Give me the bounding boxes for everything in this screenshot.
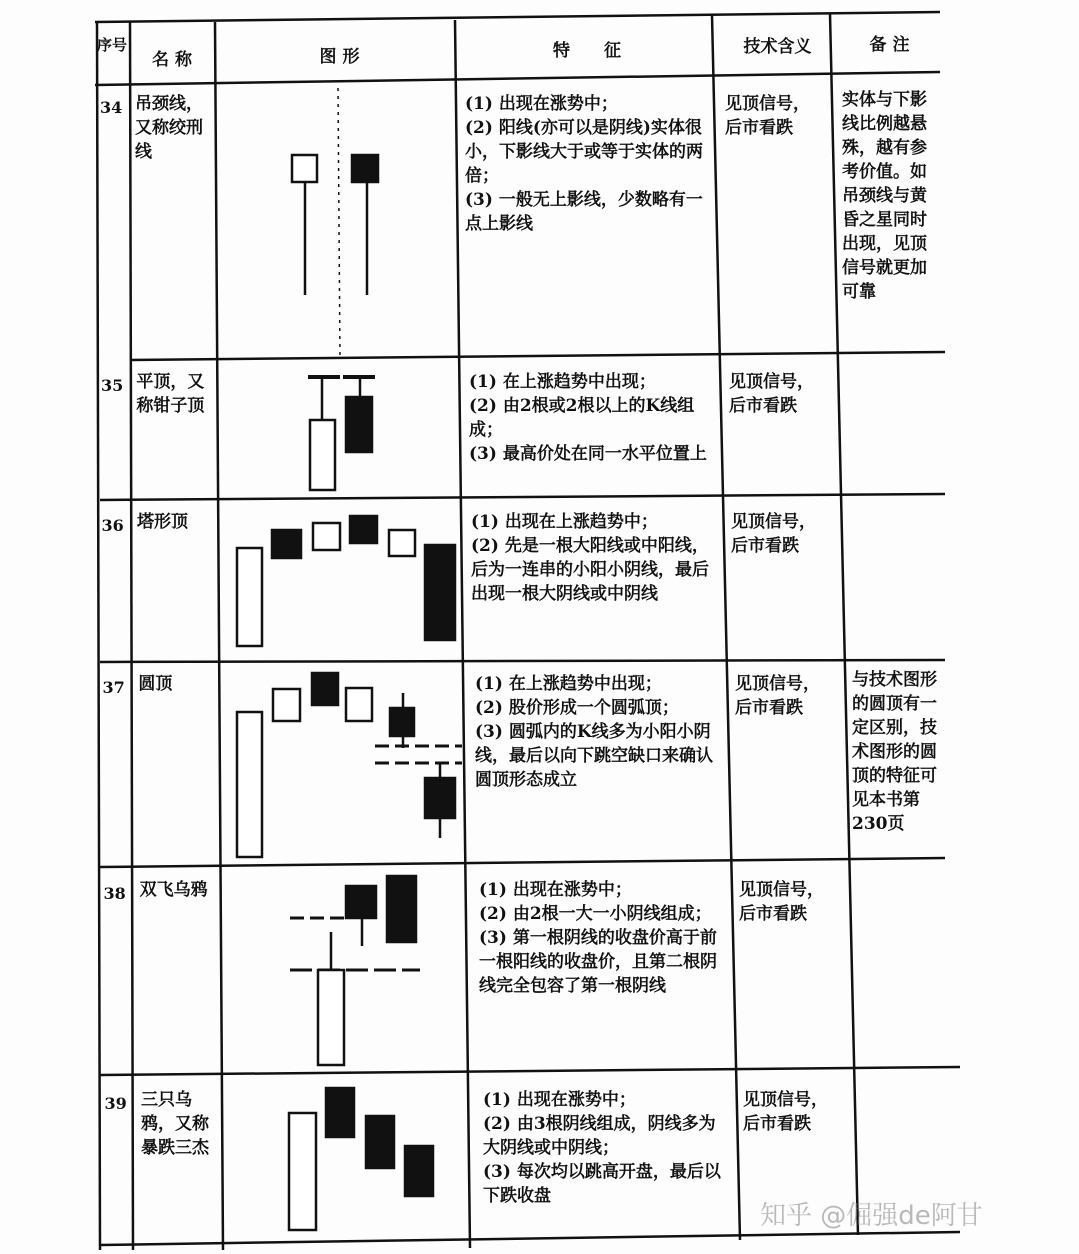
row-name: 圆顶 (138, 674, 173, 694)
feature-item: (1) 出现在涨势中； (483, 1090, 636, 1110)
feature-item: (1) 出现在涨势中； (479, 880, 632, 900)
feature-item: (2) 由3根阴线组成，阴线多为大阴线或中阴线； (483, 1114, 716, 1158)
feature-item: (3) 一般无上影线，少数略有一点上影线 (465, 190, 703, 234)
black-candle (366, 1116, 394, 1168)
black-candle (312, 673, 338, 705)
row-meaning: 见顶信号，后市看跌 (743, 1090, 828, 1134)
row-index: 37 (102, 678, 125, 697)
row-index: 39 (104, 1094, 127, 1113)
divider-dotted-line (338, 88, 340, 360)
header-name: 名 称 (152, 50, 192, 70)
header-index: 序号 (97, 36, 128, 54)
row-features (479, 878, 719, 998)
feature-item: (1) 出现在涨势中； (465, 94, 618, 114)
feature-item: (2) 由2根一大一小阴线组成； (479, 904, 712, 924)
feature-item: (2) 股价形成一个圆弧顶； (475, 698, 679, 718)
black-candle (272, 530, 301, 558)
row-name: 塔形顶 (137, 512, 188, 532)
white-candle (237, 712, 262, 857)
black-candle (346, 886, 376, 918)
header-remarks: 备 注 (869, 35, 910, 55)
feature-item: (1) 出现在上涨趋势中； (471, 512, 658, 532)
feature-item: (3) 每次均以跳高开盘，最后以下跌收盘 (483, 1162, 721, 1206)
row-meaning: 见顶信号，后市看跌 (735, 674, 820, 718)
black-candle (425, 545, 455, 640)
row-index: 35 (101, 376, 124, 395)
black-candle (326, 1088, 354, 1137)
watermark: 知乎 @倔强de阿甘 (760, 1201, 983, 1231)
row-remarks: 实体与下影线比例越悬殊，越有参考价值。如吊颈线与黄昏之星同时出现，见顶信号就更加可靠 (842, 90, 927, 302)
row-index: 36 (101, 516, 124, 535)
row-name: 平顶，又称钳子顶 (136, 372, 205, 416)
feature-item: (2) 由2根或2根以上的K线组成； (469, 396, 695, 440)
row-meaning: 见顶信号，后市看跌 (731, 512, 816, 556)
black-candle (390, 708, 414, 736)
black-candle (346, 397, 372, 452)
white-candle (346, 688, 372, 721)
row-features (483, 1088, 723, 1208)
white-candle (310, 420, 335, 490)
feature-item: (3) 圆弧内的K线多为小阳小阴线，最后以向下跳空缺口来确认圆顶形态成立 (475, 722, 713, 790)
hanging-man-black-candle (352, 155, 378, 182)
row-name: 吊颈线，又称绞刑线 (135, 94, 203, 162)
white-candle (237, 548, 262, 646)
white-candle (318, 970, 344, 1065)
candlestick-figures (237, 88, 462, 1230)
black-candle (387, 876, 416, 942)
feature-item: (3) 第一根阴线的收盘价高于前一根阳线的收盘价，且第二根阴线完全包容了第一根阴线 (479, 928, 717, 996)
black-candle (405, 1146, 433, 1196)
header-figure: 图 形 (319, 47, 360, 67)
white-candle (313, 523, 340, 550)
white-candle (273, 689, 300, 721)
feature-item: (1) 在上涨趋势中出现； (475, 674, 662, 694)
hanging-man-white-candle (292, 155, 317, 182)
feature-item: (3) 最高价处在同一水平位置上 (469, 444, 707, 464)
row-name: 三只乌鸦，又称暴跌三杰 (141, 1090, 209, 1158)
row-features (475, 672, 715, 792)
row-remarks: 与技术图形的圆顶有一定区别，技术图形的圆顶的特征可见本书第230页 (852, 670, 937, 834)
row-features (469, 370, 709, 466)
row-features (471, 510, 711, 606)
row-meaning: 见顶信号，后市看跌 (739, 880, 824, 924)
row-features (465, 92, 705, 236)
row-meaning: 见顶信号，后市看跌 (725, 94, 810, 138)
row-name: 双飞乌鸦 (139, 880, 208, 900)
header-meaning: 技术含义 (743, 37, 812, 57)
feature-item: (2) 先是一根大阳线或中阳线，后为一连串的小阳小阴线，最后出现一根大阴线或中阴线 (471, 536, 709, 604)
black-candle (350, 516, 377, 543)
black-candle (425, 778, 455, 818)
header-features: 特 征 (553, 41, 621, 61)
row-index: 34 (100, 98, 123, 117)
feature-item: (2) 阳线(亦可以是阴线)实体很小，下影线大于或等于实体的两倍； (465, 118, 703, 186)
feature-item: (1) 在上涨趋势中出现； (469, 372, 656, 392)
white-candle (289, 1113, 316, 1230)
row-index: 38 (103, 884, 126, 903)
white-candle (389, 530, 415, 556)
row-meaning: 见顶信号，后市看跌 (729, 372, 814, 416)
